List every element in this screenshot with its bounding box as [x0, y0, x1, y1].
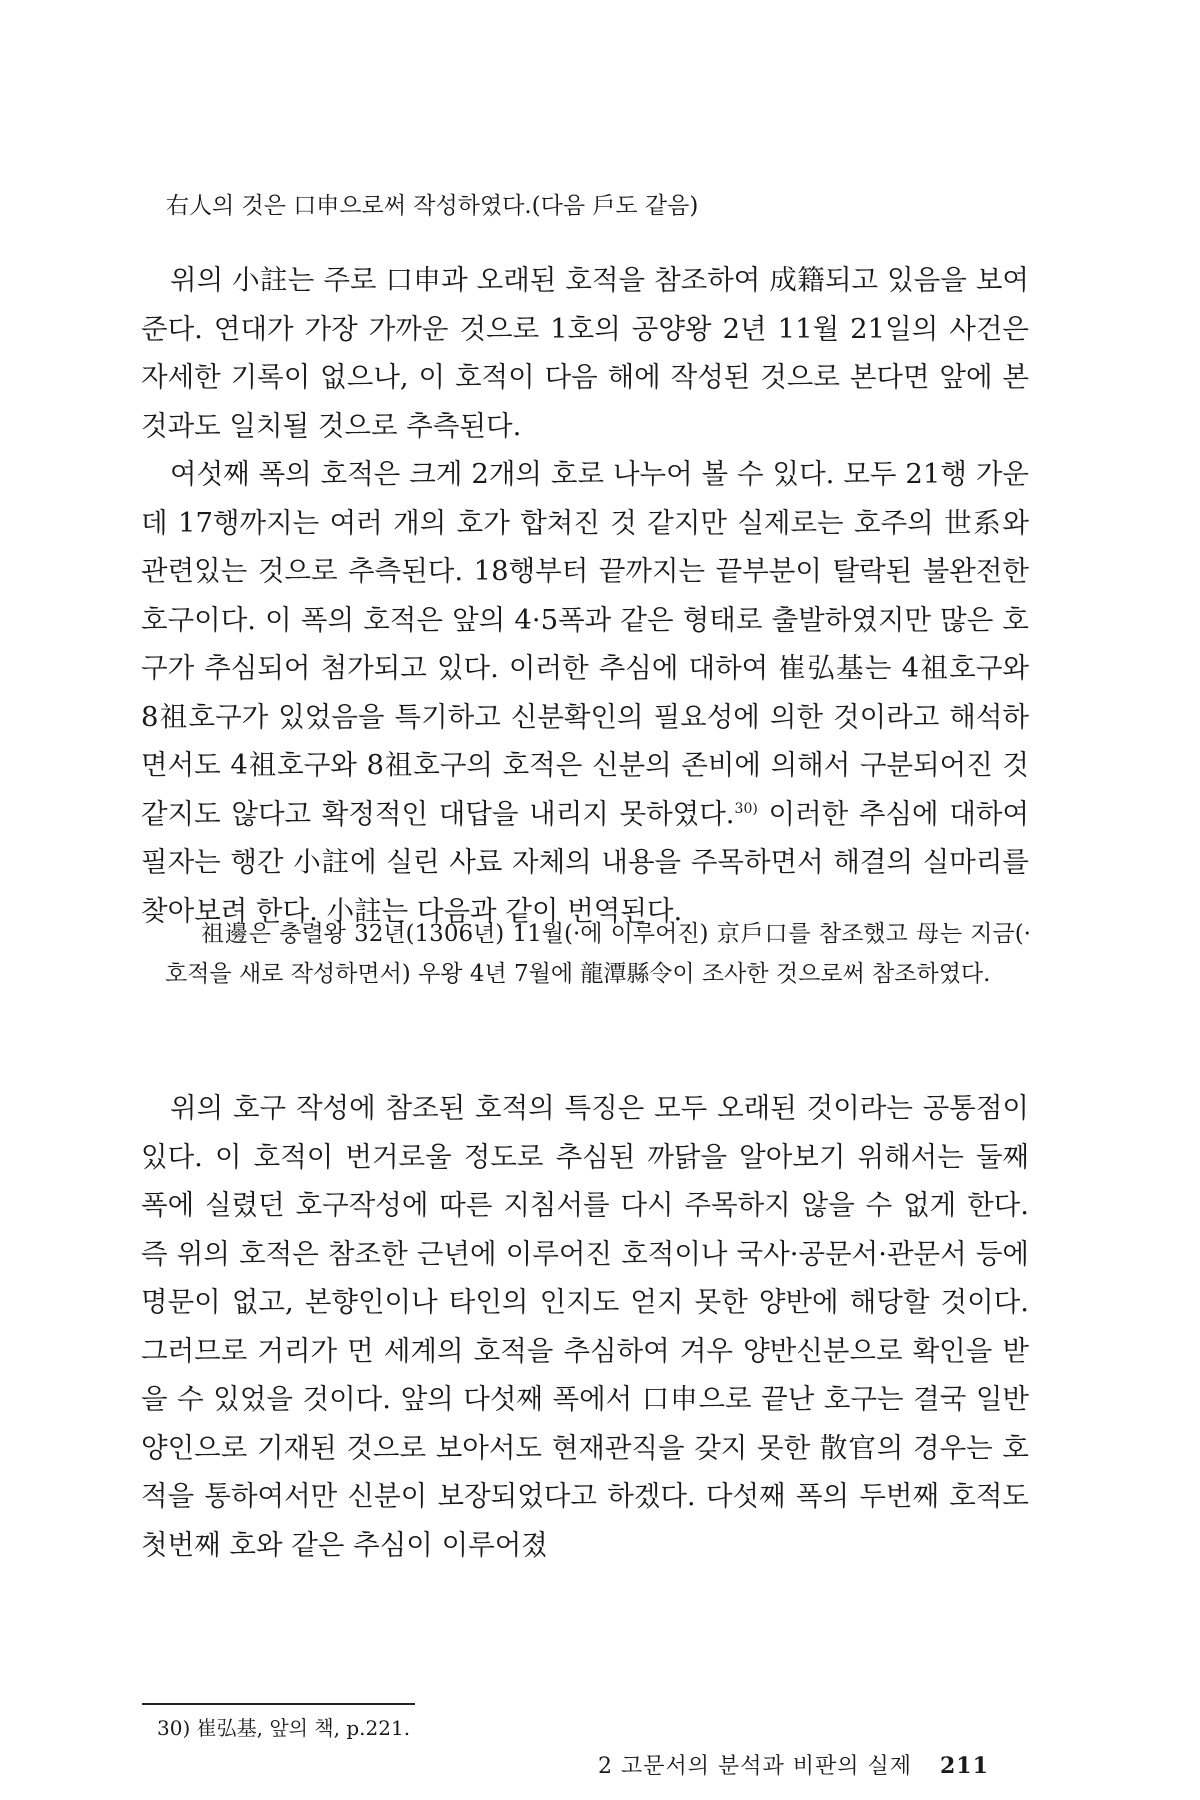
paragraph: 위의 호구 작성에 참조된 호적의 특징은 모두 오래된 것이라는 공통점이 있다. 이 호적이 번거로울 정도로 추심된 까닭을 알아보기 위해서는 둘째 폭에 실렸던 호구작성에 따른 지침서를 다시 주목하지 않을 수 없게 한다. 즉 위의 호적은 참조한 근년에 이루어진 호적이나 국사·공문서·관문서 등에 명문이 없고, 본향인이나 타인의 인지도 얻지 못한 양반에 해당할 것이다. 그러므로 거리가 먼 세계의 호적을 추심하여 겨우 양반신분으로 확인을 받을 수 있었을 것이다. 앞의 다섯째 폭에서 口申으로 끝난 호구는 결국 일반 양인으로 기재된 것으로 보아서도 현재관직을 갖지 못한 散官의 경우는 호적을 통하여서만 신분이 보장되었다고 하겠다. 다섯째 폭의 두번째 호적도 첫번째 호와 같은 추심이 이루어졌 — [141, 1092, 1029, 1561]
footnote-divider — [142, 1703, 415, 1705]
paragraph-text-continued: 이러한 추심에 대하여 필자는 행간 小註에 실린 사료 자체의 내용을 주목하면서 해결의 실마리를 찾아보려 한다. 小註는 다음과 같이 번역된다. — [141, 797, 1030, 927]
block-quote-top: 右人의 것은 口申으로써 작성하였다.(다음 戶도 같음) — [166, 193, 699, 219]
chapter-title: 2 고문서의 분석과 비판의 실제 — [598, 1754, 912, 1779]
paragraph-text: 여섯째 폭의 호적은 크게 2개의 호로 나누어 볼 수 있다. 모두 21행 가운데 17행까지는 여러 개의 호가 합쳐진 것 같지만 실제로는 호주의 世系와 관련있는 것으로 추측된다. 18행부터 끝까지는 끝부분이 탈락된 불완전한 호구이다. 이 폭의 호적은 앞의 4·5폭과 같은 형태로 출발하였지만 많은 호구가 추심되어 첨가되고 있다. 이러한 추심에 대하여 崔弘基는 4祖호구와 8祖호구가 있었음을 특기하고 신분확인의 필요성에 의한 것이라고 해석하면서도 4祖호구와 8祖호구의 호적은 신분의 존비에 의해서 구분되어진 것 같지도 않다고 확정적인 대답을 내리지 못하였다. — [141, 458, 1029, 830]
footnote: 30) 崔弘基, 앞의 책, p.221. — [157, 1716, 411, 1740]
body-section-1 — [141, 256, 1029, 935]
running-footer — [598, 1751, 989, 1782]
paragraph — [141, 450, 1029, 935]
body-section-2 — [141, 1084, 1029, 1569]
page-number: 211 — [940, 1753, 989, 1779]
footnote-reference[interactable]: 30) — [734, 800, 758, 817]
paragraph: 위의 小註는 주로 口申과 오래된 호적을 참조하여 成籍되고 있음을 보여 준다. 연대가 가장 가까운 것으로 1호의 공양왕 2년 11월 21일의 사건은 자세한 기록이 없으나, 이 호적이 다음 해에 작성된 것으로 본다면 앞에 본 것과도 일치될 것으로 추측된다. — [141, 264, 1029, 442]
block-quote-translation: 祖邊은 충렬왕 32년(1306년) 11월(·에 이루어진) 京戶口를 참조했고 母는 지금(·호적을 새로 작성하면서) 우왕 4년 7월에 龍潭縣令이 조사한 것으로써 참조하였다. — [165, 921, 1031, 987]
